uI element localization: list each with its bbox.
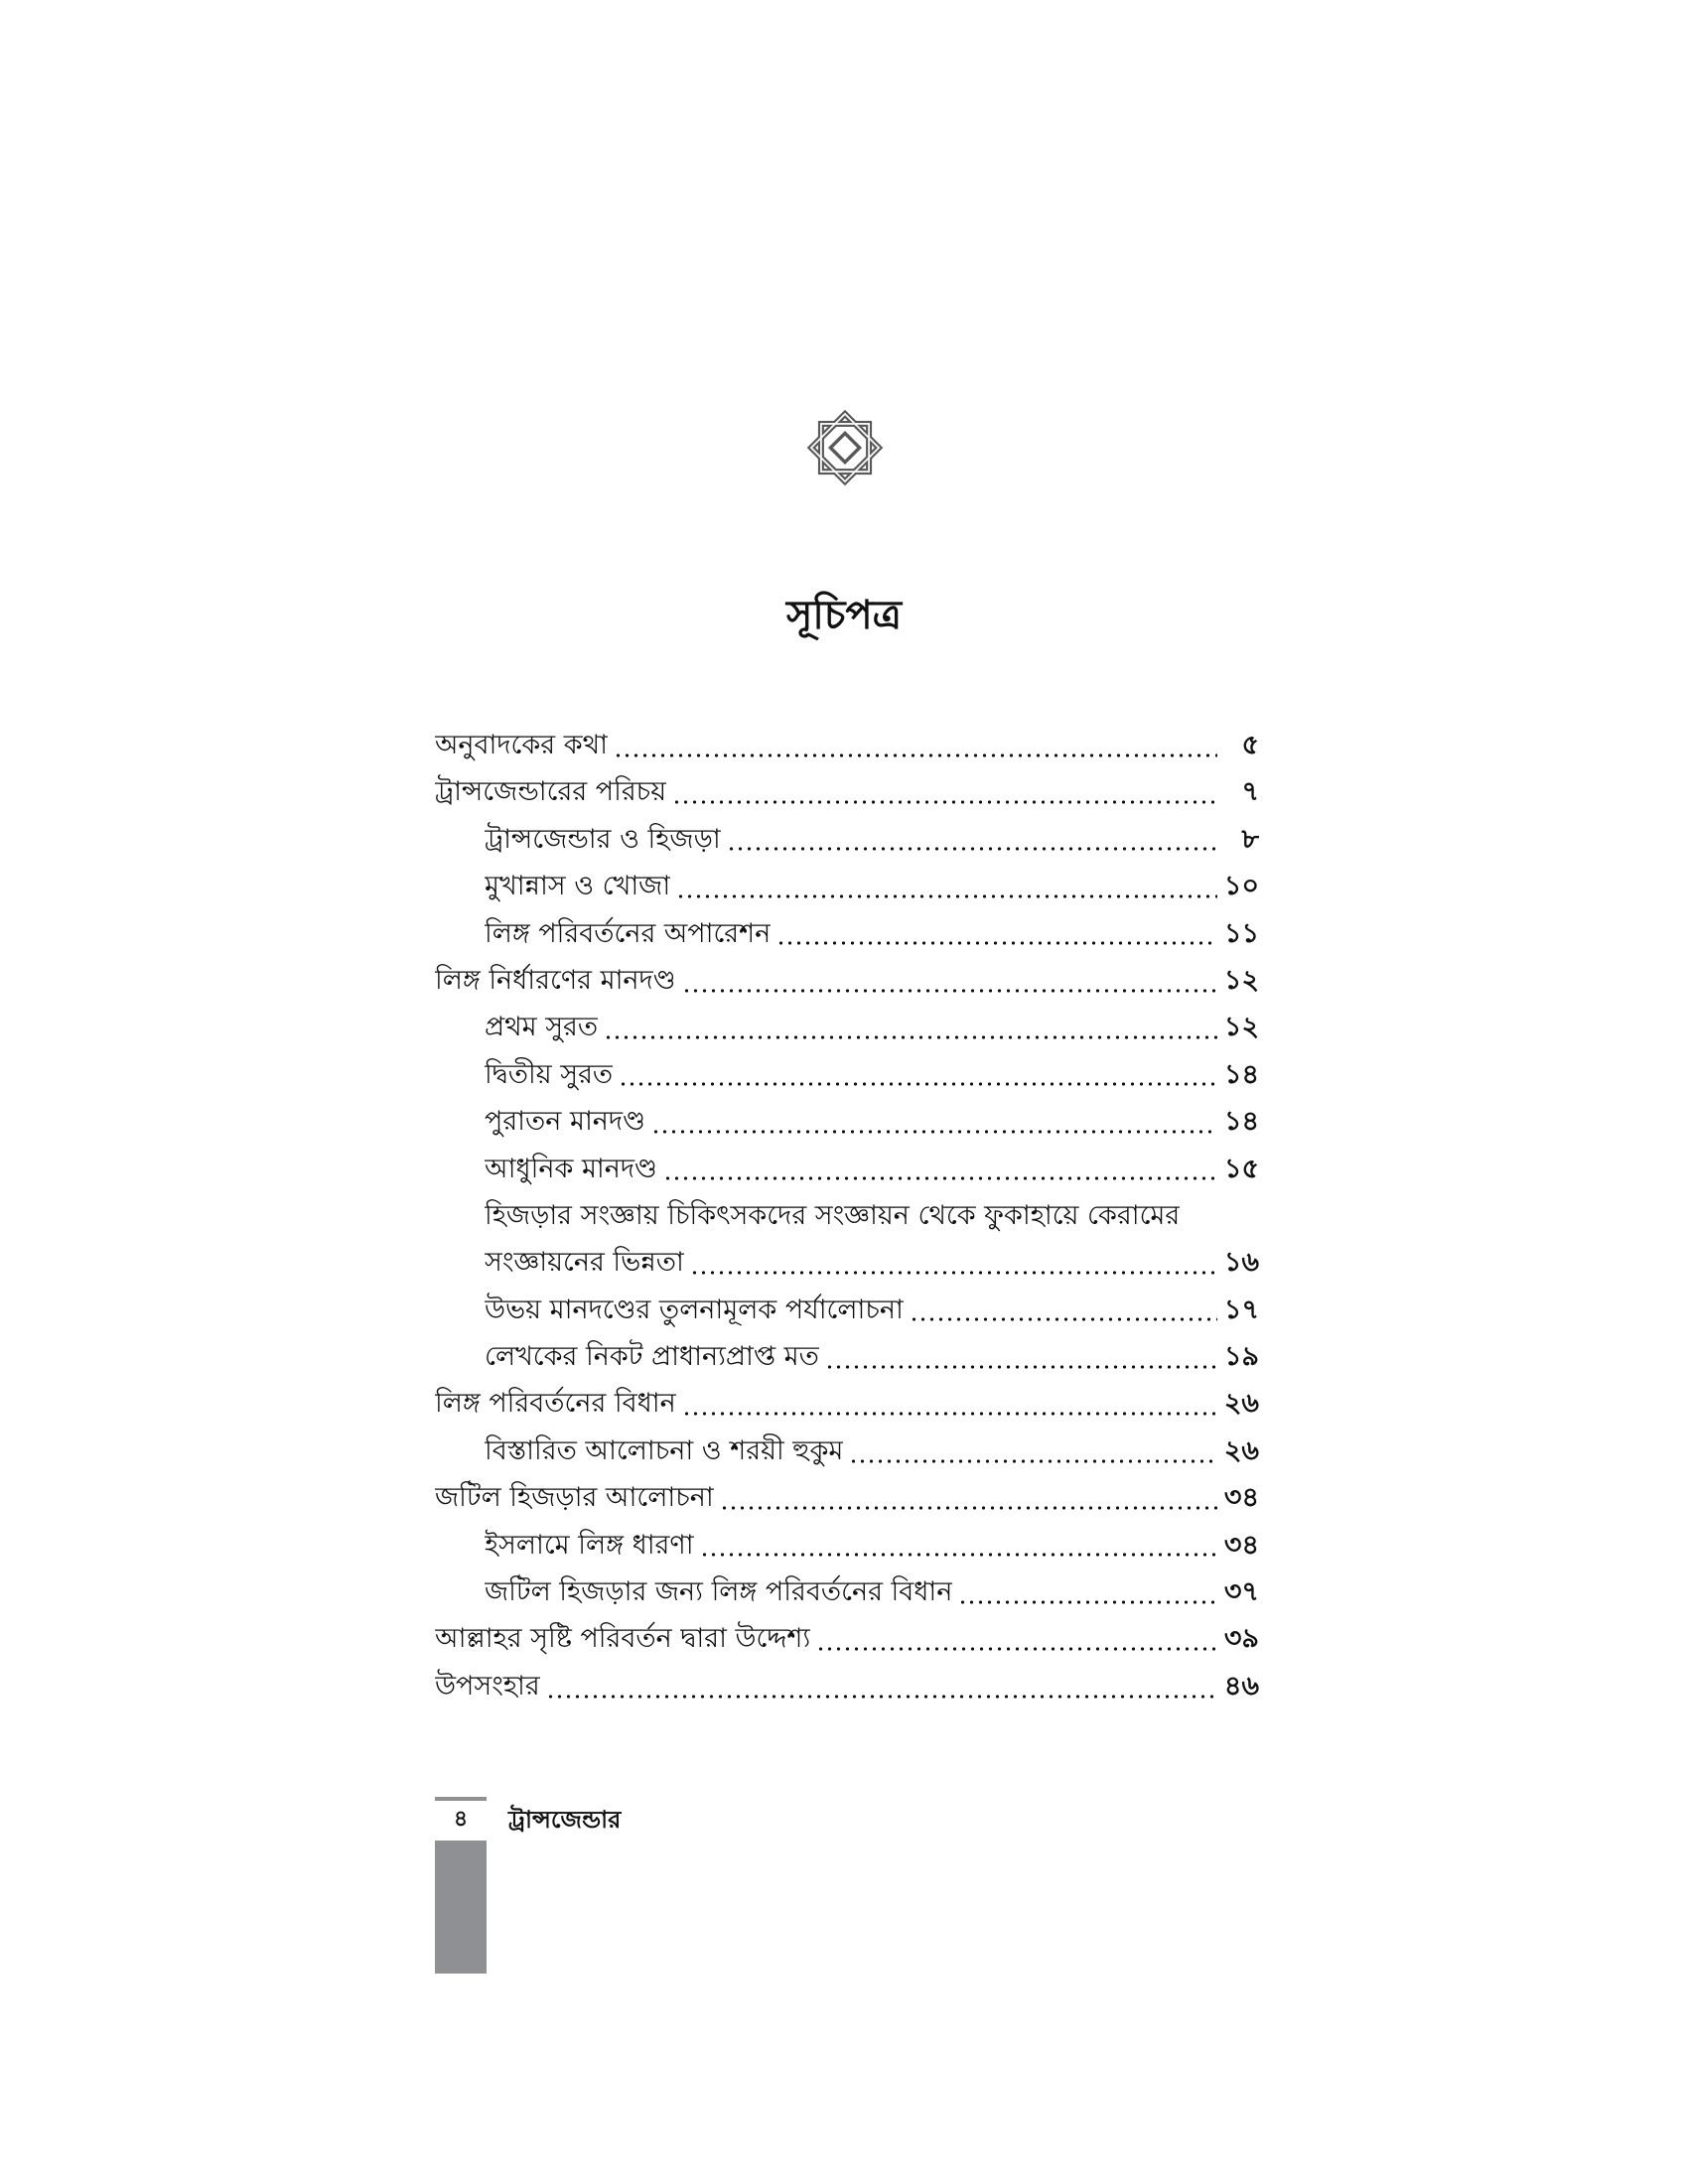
toc-item [435, 1333, 1259, 1380]
toc-item-title: বিস্তারিত আলোচনা ও শরয়ী হুকুম [485, 1434, 844, 1466]
toc-item [435, 863, 1259, 909]
toc-item-page: ১৭ [1223, 1294, 1259, 1325]
toc-item-title: আল্লাহর সৃষ্টি পরিবর্তন দ্বারা উদ্দেশ্য [435, 1623, 811, 1655]
toc-item-page: ১২ [1223, 964, 1259, 996]
toc-item [435, 957, 1259, 1004]
toc-item-page: ১৪ [1223, 1058, 1259, 1090]
toc-item-title-continued: সংজ্ঞায়নের ভিন্নতা [485, 1247, 684, 1279]
dot-leader [604, 1034, 1217, 1040]
toc-item-title: আধুনিক মানদণ্ড [485, 1153, 657, 1184]
toc-item-page: ৩৭ [1223, 1576, 1259, 1608]
footer-page-number: ৪ [453, 1807, 469, 1832]
toc-item-page: ৩৯ [1223, 1623, 1259, 1655]
toc-item [435, 1522, 1259, 1569]
toc-item-page: ১৪ [1223, 1106, 1259, 1138]
toc-item-page: ১২ [1223, 1012, 1259, 1043]
toc-item [435, 1287, 1259, 1333]
toc-item [435, 1098, 1259, 1145]
toc-item-page: ১৫ [1223, 1153, 1259, 1184]
toc-item-title: লিঙ্গ পরিবর্তনের অপারেশন [485, 917, 772, 949]
toc-item [435, 768, 1259, 815]
toc-item-title: অনুবাদকের কথা [435, 730, 608, 760]
dot-leader [663, 1175, 1217, 1181]
dot-leader [700, 1552, 1217, 1558]
toc-item-page: ৫ [1241, 730, 1259, 760]
table-of-contents [435, 722, 1259, 1709]
dot-leader [676, 893, 1217, 899]
toc-item [435, 1239, 1259, 1286]
toc-item-title: প্রথম সুরত [485, 1012, 599, 1043]
toc-item [435, 816, 1259, 863]
toc-item-title: লিঙ্গ নির্ধারণের মানদণ্ড [435, 964, 676, 996]
toc-item-title: হিজড়ার সংজ্ঞায় চিকিৎসকদের সংজ্ঞায়ন থেকে ফুকাহায়ে কেরামের [485, 1199, 1181, 1231]
dot-leader [825, 1364, 1217, 1370]
toc-item-page: ২৬ [1223, 1434, 1259, 1466]
octagonal-star-ornament-icon [802, 405, 888, 490]
footer-tab-block [435, 1841, 487, 1974]
toc-item-title: দ্বিতীয় সুরত [485, 1058, 614, 1090]
dot-leader [816, 1646, 1217, 1652]
toc-item [435, 1051, 1259, 1098]
toc-item-title: লেখকের নিকট প্রাধান্যপ্রাপ্ত মত [485, 1341, 819, 1373]
dot-leader [849, 1458, 1217, 1464]
toc-item [435, 1663, 1259, 1709]
dot-leader [546, 1694, 1217, 1700]
footer-tab [435, 1797, 487, 1974]
toc-item-page: ৩৪ [1223, 1482, 1259, 1514]
toc-item-page: ৪৬ [1223, 1670, 1259, 1702]
toc-item-title: মুখান্নাস ও খোজা [485, 871, 671, 902]
toc-item-page: ১৯ [1223, 1341, 1259, 1373]
toc-item [435, 1146, 1259, 1192]
toc-item [435, 1615, 1259, 1662]
page-title: সূচিপত্র [786, 593, 902, 638]
dot-leader [690, 1270, 1217, 1276]
dot-leader [720, 1505, 1217, 1511]
toc-item-wrapped-first-line [435, 1192, 1259, 1239]
dot-leader [619, 1081, 1217, 1087]
dot-leader [651, 1129, 1217, 1135]
dot-leader [672, 799, 1217, 805]
toc-item-title: ট্রান্সজেন্ডার ও হিজড়া [485, 823, 721, 855]
toc-item [435, 722, 1259, 768]
dot-leader [682, 1411, 1217, 1417]
toc-item-title: লিঙ্গ পরিবর্তনের বিধান [435, 1388, 676, 1420]
toc-item-page: ১৬ [1223, 1247, 1259, 1279]
toc-item-title: উভয় মানদণ্ডের তুলনামূলক পর্যালোচনা [485, 1294, 904, 1325]
toc-item-page: ১১ [1223, 917, 1259, 949]
toc-item-title: ট্রান্সজেন্ডারের পরিচয় [435, 776, 667, 808]
footer-running-title: ট্রান্সজেন্ডার [508, 1806, 622, 1834]
toc-item [435, 1474, 1259, 1521]
dot-leader [727, 846, 1217, 852]
toc-item-page: ৮ [1241, 823, 1259, 855]
toc-item [435, 910, 1259, 957]
toc-item-title: উপসংহার [435, 1670, 540, 1702]
dot-leader [958, 1599, 1217, 1605]
dot-leader [910, 1316, 1217, 1322]
dot-leader [776, 940, 1217, 946]
dot-leader [614, 752, 1217, 758]
dot-leader [682, 988, 1217, 994]
toc-item-title: জটিল হিজড়ার আলোচনা [435, 1482, 714, 1514]
toc-item-title: ইসলামে লিঙ্গ ধারণা [485, 1529, 694, 1561]
toc-item [435, 1569, 1259, 1615]
toc-item [435, 1428, 1259, 1474]
toc-item-page: ৭ [1241, 776, 1259, 808]
toc-item [435, 1380, 1259, 1427]
toc-item-page: ৩৪ [1223, 1529, 1259, 1561]
toc-item-page: ১০ [1223, 871, 1259, 902]
toc-item-title: পুরাতন মানদণ্ড [485, 1106, 645, 1138]
toc-item-title: জটিল হিজড়ার জন্য লিঙ্গ পরিবর্তনের বিধান [485, 1576, 953, 1608]
toc-item [435, 1004, 1259, 1050]
footer-tab-rule [435, 1797, 487, 1801]
toc-item-page: ২৬ [1223, 1388, 1259, 1420]
